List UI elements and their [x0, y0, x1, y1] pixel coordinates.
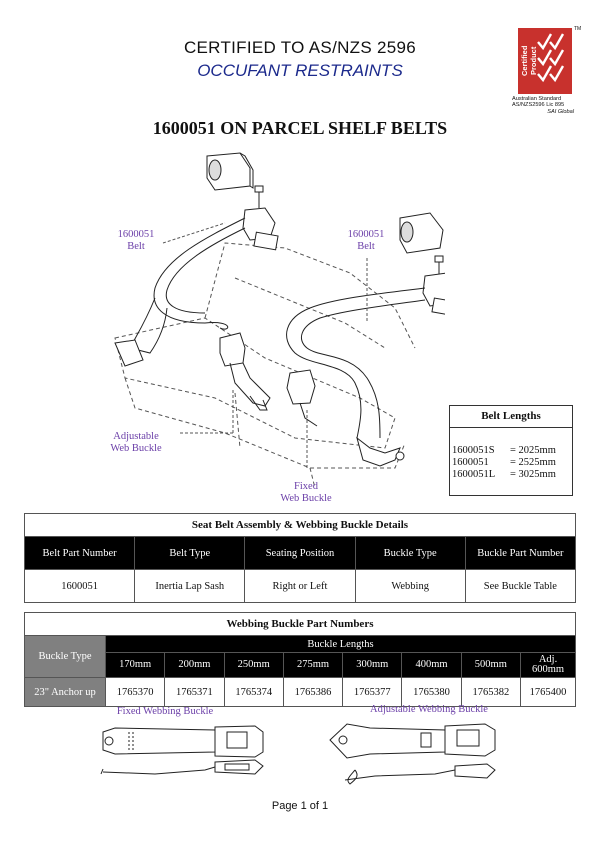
fixed-buckle-caption: Fixed Webbing Buckle	[116, 706, 214, 717]
cell: 1765370	[106, 678, 165, 707]
length-header: 200mm	[165, 653, 224, 678]
cell: Webbing	[355, 570, 465, 603]
buckle-type-header: Buckle Type	[25, 636, 106, 678]
buckle-table	[24, 612, 576, 707]
belt-length-row: 1600051 = 2525mm	[452, 457, 556, 468]
cell: 1765382	[461, 678, 520, 707]
belt-lengths-box	[449, 405, 573, 496]
cell: 1765377	[343, 678, 402, 707]
header-line2: OCCUFANT RESTRAINTS	[197, 61, 403, 80]
cell: See Buckle Table	[465, 570, 575, 603]
header-cell: Belt Type	[135, 537, 245, 570]
page-title: 1600051 ON PARCEL SHELF BELTS	[152, 118, 448, 138]
cell: 1765371	[165, 678, 224, 707]
cell: 1765386	[283, 678, 342, 707]
buckle-table-caption: Webbing Buckle Part Numbers	[25, 613, 576, 636]
right-belt-label: 1600051 Belt	[347, 229, 385, 252]
row-label: 23" Anchor up	[25, 678, 106, 707]
header-cell: Buckle Type	[355, 537, 465, 570]
table-row	[25, 678, 576, 707]
table-row	[25, 570, 576, 603]
cell: 1765380	[402, 678, 461, 707]
length-header: 300mm	[343, 653, 402, 678]
page-footer: Page 1 of 1	[271, 800, 329, 812]
cell: 1600051	[25, 570, 135, 603]
trademark: TM	[574, 26, 582, 32]
belt-length-row: 1600051S = 2025mm	[452, 445, 556, 456]
header-cell: Seating Position	[245, 537, 355, 570]
header-cell: Belt Part Number	[25, 537, 135, 570]
length-header: 250mm	[224, 653, 283, 678]
assembly-table	[24, 513, 576, 603]
adjustable-buckle-caption: Adjustable Webbing Buckle	[370, 704, 488, 715]
adjustable-buckle-label: Adjustable Web Buckle	[110, 431, 162, 454]
length-header: 275mm	[283, 653, 342, 678]
cell: 1765400	[521, 678, 576, 707]
cert-line3: SAI Global	[547, 108, 574, 115]
length-header: 170mm	[106, 653, 165, 678]
cell: Inertia Lap Sash	[135, 570, 245, 603]
left-belt-label: 1600051 Belt	[117, 229, 155, 252]
belt-lengths-title: Belt Lengths	[450, 406, 572, 428]
header-cell: Buckle Part Number	[465, 537, 575, 570]
belt-length-row: 1600051L = 3025mm	[452, 469, 556, 480]
cell: Right or Left	[245, 570, 355, 603]
length-header: 400mm	[402, 653, 461, 678]
certified-product-text: Certified Product	[520, 45, 538, 77]
length-header: 500mm	[461, 653, 520, 678]
cell: 1765374	[224, 678, 283, 707]
checkmarks-icon	[518, 28, 572, 94]
assembly-table-caption: Seat Belt Assembly & Webbing Buckle Details	[25, 514, 576, 537]
fixed-buckle-drawing	[95, 722, 270, 784]
cert-line2: AS/NZS2596 Lic 895	[512, 102, 565, 109]
length-header: Adj. 600mm	[521, 653, 576, 678]
fixed-buckle-label: Fixed Web Buckle	[280, 481, 332, 504]
adjustable-buckle-drawing	[325, 718, 505, 786]
buckle-lengths-header: Buckle Lengths	[106, 636, 576, 653]
header-line1: CERTIFIED TO AS/NZS 2596	[183, 38, 417, 57]
cert-line1: Australian Standard	[512, 96, 562, 102]
